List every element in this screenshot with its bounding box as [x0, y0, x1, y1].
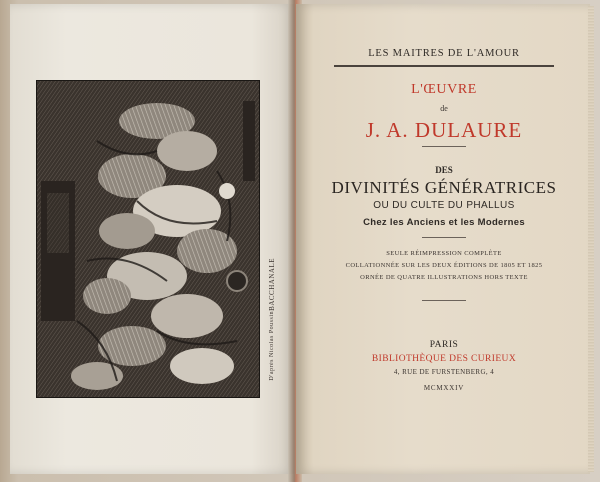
publication-year: MCMXXIV: [423, 384, 465, 392]
edition-note-1: SEULE RÉIMPRESSION COMPLÈTE: [386, 250, 502, 257]
book-subtitle: OU DU CULTE DU PHALLUS: [373, 200, 515, 211]
book-subtitle-2: Chez les Anciens et les Modernes: [363, 217, 525, 228]
frontispiece-engraving: [36, 80, 260, 398]
de-text: de: [440, 104, 448, 113]
des-text: DES: [435, 165, 453, 175]
plate-caption-title: BACCHANALE: [268, 258, 276, 311]
title-page: [304, 4, 584, 474]
publisher-name: BIBLIOTHÈQUE DES CURIEUX: [371, 354, 517, 364]
publisher-address: 4, RUE DE FURSTENBERG, 4: [393, 368, 495, 376]
book-main-title: DIVINITÉS GÉNÉRATRICES: [331, 178, 557, 197]
publication-city: PARIS: [429, 340, 459, 350]
author-name: J. A. DULAURE: [365, 118, 523, 142]
series-rule: [334, 65, 554, 67]
author-rule: [422, 146, 466, 147]
description-rule-lower: [422, 300, 466, 301]
plate-caption-attribution: D'après Nicolas Poussin: [269, 310, 275, 381]
edition-note-3: ORNÉE DE QUATRE ILLUSTRATIONS HORS TEXTE: [360, 274, 528, 281]
series-title: LES MAITRES DE L'AMOUR: [368, 48, 520, 59]
page-edge: [588, 6, 594, 472]
description-rule: [422, 237, 466, 238]
oeuvre-heading: L'ŒUVRE: [411, 82, 477, 97]
plate-caption: [262, 258, 282, 381]
engraving-illustration: [37, 81, 259, 397]
edition-note-2: COLLATIONNÉE SUR LES DEUX ÉDITIONS DE 1805 ET 1825: [345, 262, 543, 269]
